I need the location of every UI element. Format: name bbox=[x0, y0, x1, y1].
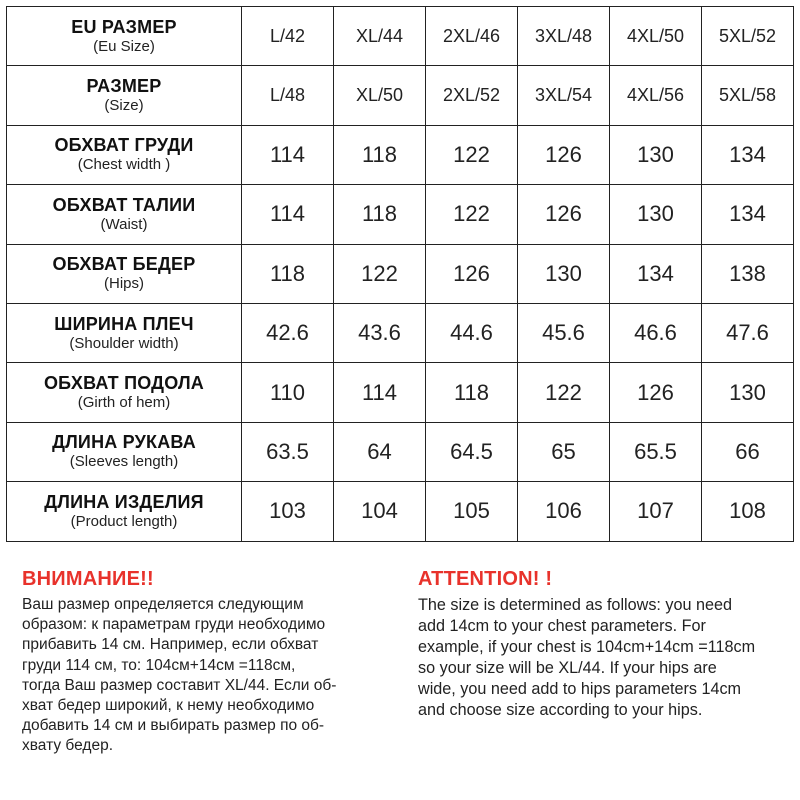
size-value-cell: 4XL/50 bbox=[610, 7, 702, 66]
row-label-ru: ШИРИНА ПЛЕЧ bbox=[54, 313, 194, 334]
size-value-cell: 2XL/52 bbox=[426, 66, 518, 125]
size-value-cell: 138 bbox=[702, 244, 794, 303]
attention-text-en: The size is determined as follows: you need add 14cm to your chest parameters. For example, if your chest is 104cm+14cm =118cm so your size will be XL/44. If your hips are wide, you need add to hips parameters 14cm and choose size according to your hips. bbox=[418, 596, 756, 719]
size-value-cell: 114 bbox=[242, 185, 334, 244]
size-value-cell: 130 bbox=[610, 125, 702, 184]
size-value-cell: 66 bbox=[702, 422, 794, 481]
size-value-cell: 114 bbox=[334, 363, 426, 422]
size-value-cell: 126 bbox=[426, 244, 518, 303]
size-value-cell: 118 bbox=[242, 244, 334, 303]
row-label-en: (Girth of hem) bbox=[77, 394, 171, 412]
size-value-cell: 130 bbox=[610, 185, 702, 244]
row-label-en: (Product length) bbox=[70, 512, 178, 530]
size-chart-row bbox=[7, 7, 794, 66]
size-value-cell: 108 bbox=[702, 482, 794, 541]
size-value-cell: 107 bbox=[610, 482, 702, 541]
row-label-en: (Shoulder width) bbox=[69, 334, 179, 352]
row-header bbox=[7, 7, 242, 66]
attention-title-en: ATTENTION! ! bbox=[418, 568, 553, 590]
size-value-cell: 110 bbox=[242, 363, 334, 422]
size-value-cell: 2XL/46 bbox=[426, 7, 518, 66]
size-value-cell: XL/50 bbox=[334, 66, 426, 125]
row-label-en: (Eu Size) bbox=[93, 37, 155, 55]
size-value-cell: 118 bbox=[334, 125, 426, 184]
row-label-ru: ОБХВАТ ГРУДИ bbox=[54, 135, 194, 156]
size-value-cell: 122 bbox=[426, 125, 518, 184]
row-label-ru: EU РАЗМЕР bbox=[71, 16, 177, 37]
size-value-cell: 63.5 bbox=[242, 422, 334, 481]
size-value-cell: 130 bbox=[702, 363, 794, 422]
size-chart-row bbox=[7, 125, 794, 184]
size-value-cell: 130 bbox=[518, 244, 610, 303]
row-header bbox=[7, 482, 242, 541]
size-chart-row bbox=[7, 185, 794, 244]
size-chart-row bbox=[7, 244, 794, 303]
size-value-cell: 43.6 bbox=[334, 303, 426, 362]
row-header bbox=[7, 363, 242, 422]
size-value-cell: 44.6 bbox=[426, 303, 518, 362]
attention-text-ru: Ваш размер определяется следующим образом: к параметрам груди необходимо прибавить 14 см. Например, если обхват груди 114 см, то: 104см+14см =118см, тогда Ваш размер составит XL/44. Если об- хват бедер широкий, к нему необходимо добавить 14 см и выбирать размер по об- хвату бедер. bbox=[22, 596, 337, 755]
attention-title-ru: ВНИМАНИЕ!! bbox=[22, 568, 154, 590]
size-value-cell: 65.5 bbox=[610, 422, 702, 481]
size-chart-table bbox=[6, 6, 794, 542]
size-value-cell: 5XL/58 bbox=[702, 66, 794, 125]
size-value-cell: 126 bbox=[518, 185, 610, 244]
size-value-cell: 104 bbox=[334, 482, 426, 541]
row-label-en: (Waist) bbox=[100, 215, 148, 233]
row-label-ru: ОБХВАТ ТАЛИИ bbox=[52, 194, 196, 215]
row-header bbox=[7, 244, 242, 303]
row-header bbox=[7, 125, 242, 184]
size-value-cell: 5XL/52 bbox=[702, 7, 794, 66]
size-value-cell: 118 bbox=[426, 363, 518, 422]
size-value-cell: 134 bbox=[702, 125, 794, 184]
size-value-cell: 122 bbox=[426, 185, 518, 244]
size-value-cell: 45.6 bbox=[518, 303, 610, 362]
size-chart-row bbox=[7, 422, 794, 481]
size-value-cell: 126 bbox=[610, 363, 702, 422]
row-header bbox=[7, 303, 242, 362]
row-label-en: (Hips) bbox=[104, 275, 144, 293]
size-chart-row bbox=[7, 482, 794, 541]
row-header bbox=[7, 422, 242, 481]
size-value-cell: 64.5 bbox=[426, 422, 518, 481]
size-value-cell: 105 bbox=[426, 482, 518, 541]
size-chart-row bbox=[7, 66, 794, 125]
row-header bbox=[7, 66, 242, 125]
size-value-cell: 3XL/48 bbox=[518, 7, 610, 66]
row-label-ru: ДЛИНА ИЗДЕЛИЯ bbox=[44, 491, 204, 512]
size-value-cell: XL/44 bbox=[334, 7, 426, 66]
row-label-en: (Chest width ) bbox=[77, 156, 171, 174]
size-value-cell: 3XL/54 bbox=[518, 66, 610, 125]
size-value-cell: 64 bbox=[334, 422, 426, 481]
size-value-cell: 103 bbox=[242, 482, 334, 541]
size-value-cell: 126 bbox=[518, 125, 610, 184]
size-chart-row bbox=[7, 303, 794, 362]
size-chart-body bbox=[7, 7, 794, 542]
size-value-cell: 122 bbox=[334, 244, 426, 303]
row-label-ru: ОБХВАТ ПОДОЛА bbox=[43, 373, 204, 394]
row-label-ru: ОБХВАТ БЕДЕР bbox=[52, 254, 196, 275]
attention-note-ru bbox=[22, 568, 412, 757]
attention-note-en bbox=[418, 568, 798, 721]
size-value-cell: 65 bbox=[518, 422, 610, 481]
size-value-cell: 106 bbox=[518, 482, 610, 541]
row-label-en: (Sleeves length) bbox=[69, 453, 179, 471]
size-value-cell: 47.6 bbox=[702, 303, 794, 362]
row-label-ru: ДЛИНА РУКАВА bbox=[52, 432, 196, 453]
size-value-cell: 42.6 bbox=[242, 303, 334, 362]
size-value-cell: 114 bbox=[242, 125, 334, 184]
size-value-cell: 134 bbox=[702, 185, 794, 244]
size-value-cell: L/42 bbox=[242, 7, 334, 66]
row-label-en: (Size) bbox=[104, 97, 144, 115]
size-value-cell: 46.6 bbox=[610, 303, 702, 362]
row-label-ru: РАЗМЕР bbox=[86, 76, 162, 97]
size-value-cell: L/48 bbox=[242, 66, 334, 125]
size-value-cell: 134 bbox=[610, 244, 702, 303]
size-value-cell: 122 bbox=[518, 363, 610, 422]
size-chart-row bbox=[7, 363, 794, 422]
row-header bbox=[7, 185, 242, 244]
size-value-cell: 118 bbox=[334, 185, 426, 244]
size-value-cell: 4XL/56 bbox=[610, 66, 702, 125]
